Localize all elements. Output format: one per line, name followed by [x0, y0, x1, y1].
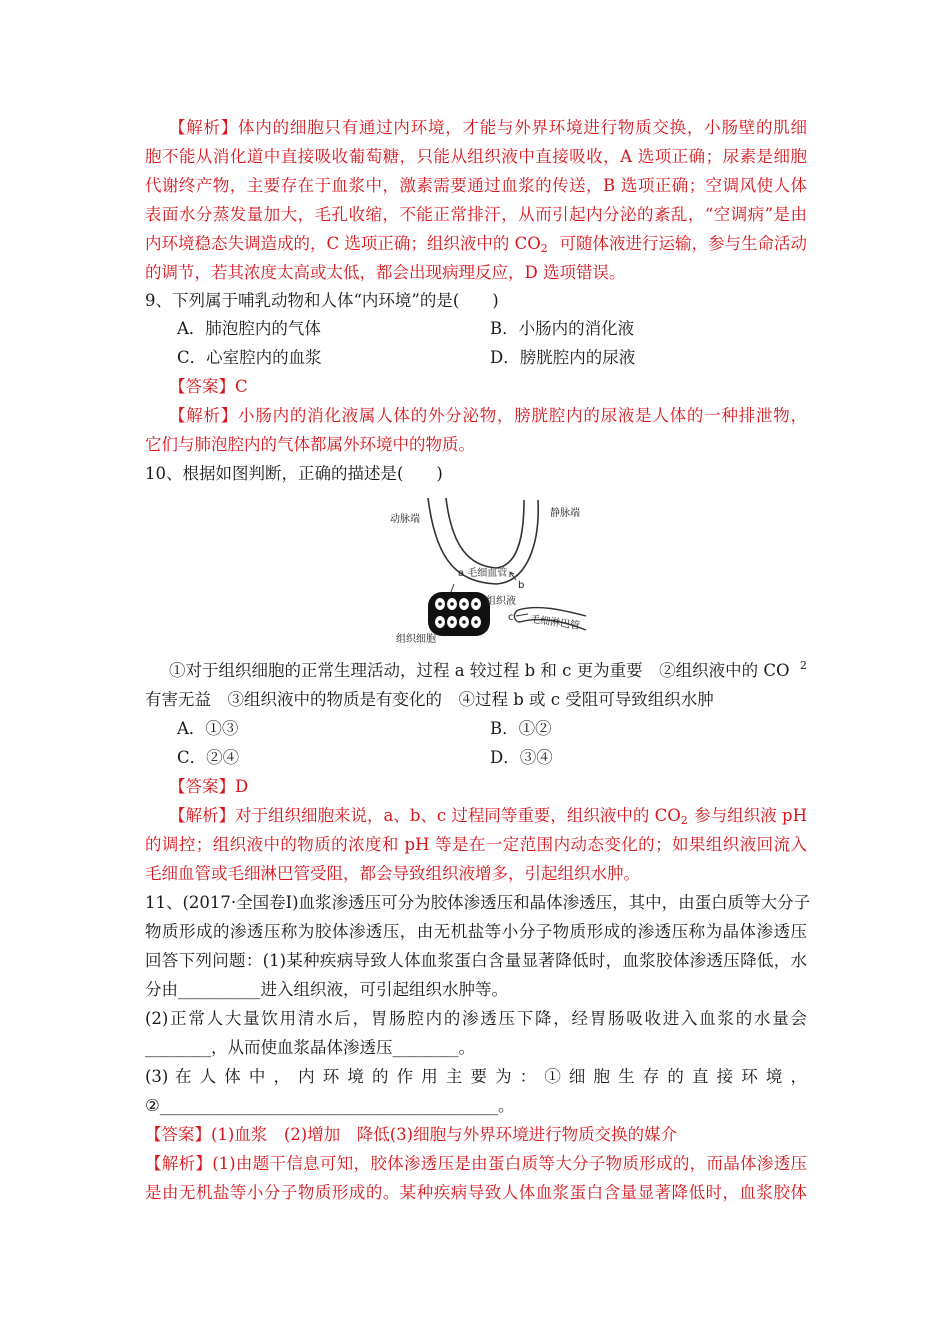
q11-analysis-line-2: 是由无机盐等小分子物质形成的。某种疾病导致人体血浆蛋白含量显著降低时，血浆胶体: [145, 1183, 807, 1202]
tissue-cells: [428, 592, 490, 636]
q10-analysis-line-3: 毛细血管或毛细淋巴管受阻，都会导致组织液增多，引起组织水肿。: [145, 864, 640, 883]
q9-option-b: B．小肠内的消化液: [490, 319, 635, 338]
analysis8-line-2: 胞不能从消化道中直接吸收葡萄糖，只能从组织液中直接吸收，A 选项正确；尿素是细胞: [145, 147, 807, 166]
q10-option-a: A．①③: [177, 719, 239, 738]
analysis8-line-5-pre: 内环境稳态失调造成的，C 选项正确；组织液中的 CO: [145, 234, 541, 253]
q10-option-d: D．③④: [490, 748, 553, 767]
q10-analysis-line-1: 【解析】对于组织细胞来说，a、b、c 过程同等重要，组织液中的 $CO_2$ 参与组织液 pH: [169, 806, 807, 827]
label-capillary: a 毛细血管: [458, 568, 508, 579]
analysis8-line-6: 的调节，若其浓度太高或太低，都会出现病理反应，D 选项错误。: [145, 263, 626, 282]
q10-statements-line-1: ①对于组织细胞的正常生理活动，过程 a 较过程 b 和 c 更为重要 ②组织液中的 CO 2: [169, 659, 807, 680]
q10-statements-line-1-text: ①对于组织细胞的正常生理活动，过程 a 较过程 b 和 c 更为重要 ②组织液中的 CO: [169, 661, 790, 680]
cell-nucleus: [474, 602, 478, 606]
tissue-cell-cluster: [428, 592, 490, 636]
analysis8-line-5-post: 可随体液进行运输，参与生命活动: [559, 234, 807, 253]
q11-line-3: 回答下列问题：(1)某种疾病导致人体血浆蛋白含量显著降低时，血浆胶体渗透压降低，水: [145, 951, 807, 970]
q10-statements-line-2: 有害无益 ③组织液中的物质是有变化的 ④过程 b 或 c 受阻可导致组织水肿: [145, 690, 714, 709]
analysis8-line-3: 代谢终产物，主要存在于血浆中，激素需要通过血浆的传送，B 选项正确；空调风使人体: [145, 176, 807, 195]
q11-line-1: 11、(2017·全国卷Ⅰ)血浆渗透压可分为胶体渗透压和晶体渗透压，其中，由蛋白质等大分子: [145, 893, 811, 912]
cell-nucleus: [474, 620, 478, 624]
q10-analysis-line-1-pre: 【解析】对于组织细胞来说，a、b、c 过程同等重要，组织液中的 CO: [169, 806, 681, 825]
analysis8-line-4: 表面水分蒸发量加大，毛孔收缩，不能正常排汗，从而引起内分泌的紊乱，“空调病”是由: [145, 205, 807, 224]
q9-option-c: C．心室腔内的血浆: [177, 348, 322, 367]
q11-line-4: 分由__________进入组织液，可引起组织水肿等。: [145, 980, 508, 999]
label-vein-end: 静脉端: [550, 508, 580, 519]
label-artery-end: 动脉端: [390, 514, 420, 525]
q11-line-2: 物质形成的渗透压称为胶体渗透压，由无机盐等小分子物质形成的渗透压称为晶体渗透压: [145, 922, 807, 941]
q11-answer: 【答案】(1)血浆 (2)增加 降低(3)细胞与外界环境进行物质交换的媒介: [145, 1125, 678, 1144]
q11-analysis-line-1: 【解析】(1)由题干信息可知，胶体渗透压是由蛋白质等大分子物质形成的，而晶体渗透压: [145, 1154, 807, 1173]
q10-answer: 【答案】D: [169, 777, 249, 796]
q10-analysis-line-2: 的调控；组织液中的物质的浓度和 pH 等是在一定范围内动态变化的；如果组织液回流入: [145, 835, 807, 854]
cell-nucleus: [462, 602, 466, 606]
q11-line-7: (3) 在 人 体 中 ， 内 环 境 的 作 用 主 要 为 ： ① 细 胞 生 存 的 直 接 环 境 ，: [145, 1067, 807, 1086]
label-c: c: [508, 612, 514, 623]
cell-nucleus: [438, 620, 442, 624]
capillary-inner-wall: [446, 498, 524, 568]
q9-stem: 9、下列属于哺乳动物和人体“内环境”的是( ): [145, 291, 499, 310]
q9-option-d: D．膀胱腔内的尿液: [490, 348, 636, 367]
q11-line-5: (2)正常人大量饮用清水后，胃肠腔内的渗透压下降，经胃肠吸收进入血浆的水量会: [145, 1009, 807, 1028]
label-tissue-fluid: 组织液: [486, 596, 516, 607]
q10-stem: 10、根据如图判断，正确的描述是( ): [145, 464, 443, 483]
q9-analysis-line-2: 它们与肺泡腔内的气体都属外环境中的物质。: [145, 435, 475, 454]
analysis8-line-5: 内环境稳态失调造成的，C 选项正确；组织液中的 $CO_2$ 可随体液进行运输，参与生命活动: [145, 234, 807, 255]
cell-nucleus: [450, 620, 454, 624]
label-tissue-cell: 组织细胞: [396, 634, 436, 644]
lymph-wall-top: [518, 608, 586, 616]
analysis8-line-1: 【解析】体内的细胞只有通过内环境，才能与外界环境进行物质交换，小肠壁的肌细: [169, 118, 807, 137]
q11-line-8: ②_________________________________________。: [145, 1096, 515, 1115]
q9-option-a: A．肺泡腔内的气体: [177, 319, 321, 338]
cell-nucleus: [450, 602, 454, 606]
q9-analysis-line-1: 【解析】小肠内的消化液属人体的外分泌物，膀胱腔内的尿液是人体的一种排泄物，: [169, 406, 807, 425]
q10-option-c: C．②④: [177, 748, 240, 767]
cell-nucleus: [438, 602, 442, 606]
q11-line-6: ________，从而使血浆晶体渗透压________。: [145, 1038, 475, 1057]
cell-nucleus: [462, 620, 466, 624]
q9-answer: 【答案】C: [169, 377, 248, 396]
capillary-tissue-diagram: [388, 492, 588, 644]
q10-option-b: B．①②: [490, 719, 552, 738]
q10-analysis-line-1-post: 参与组织液 pH: [694, 806, 807, 825]
label-lymph-capillary: 毛细淋巴管: [529, 614, 581, 632]
label-b: b: [518, 580, 525, 591]
arrow-c: [516, 614, 528, 616]
